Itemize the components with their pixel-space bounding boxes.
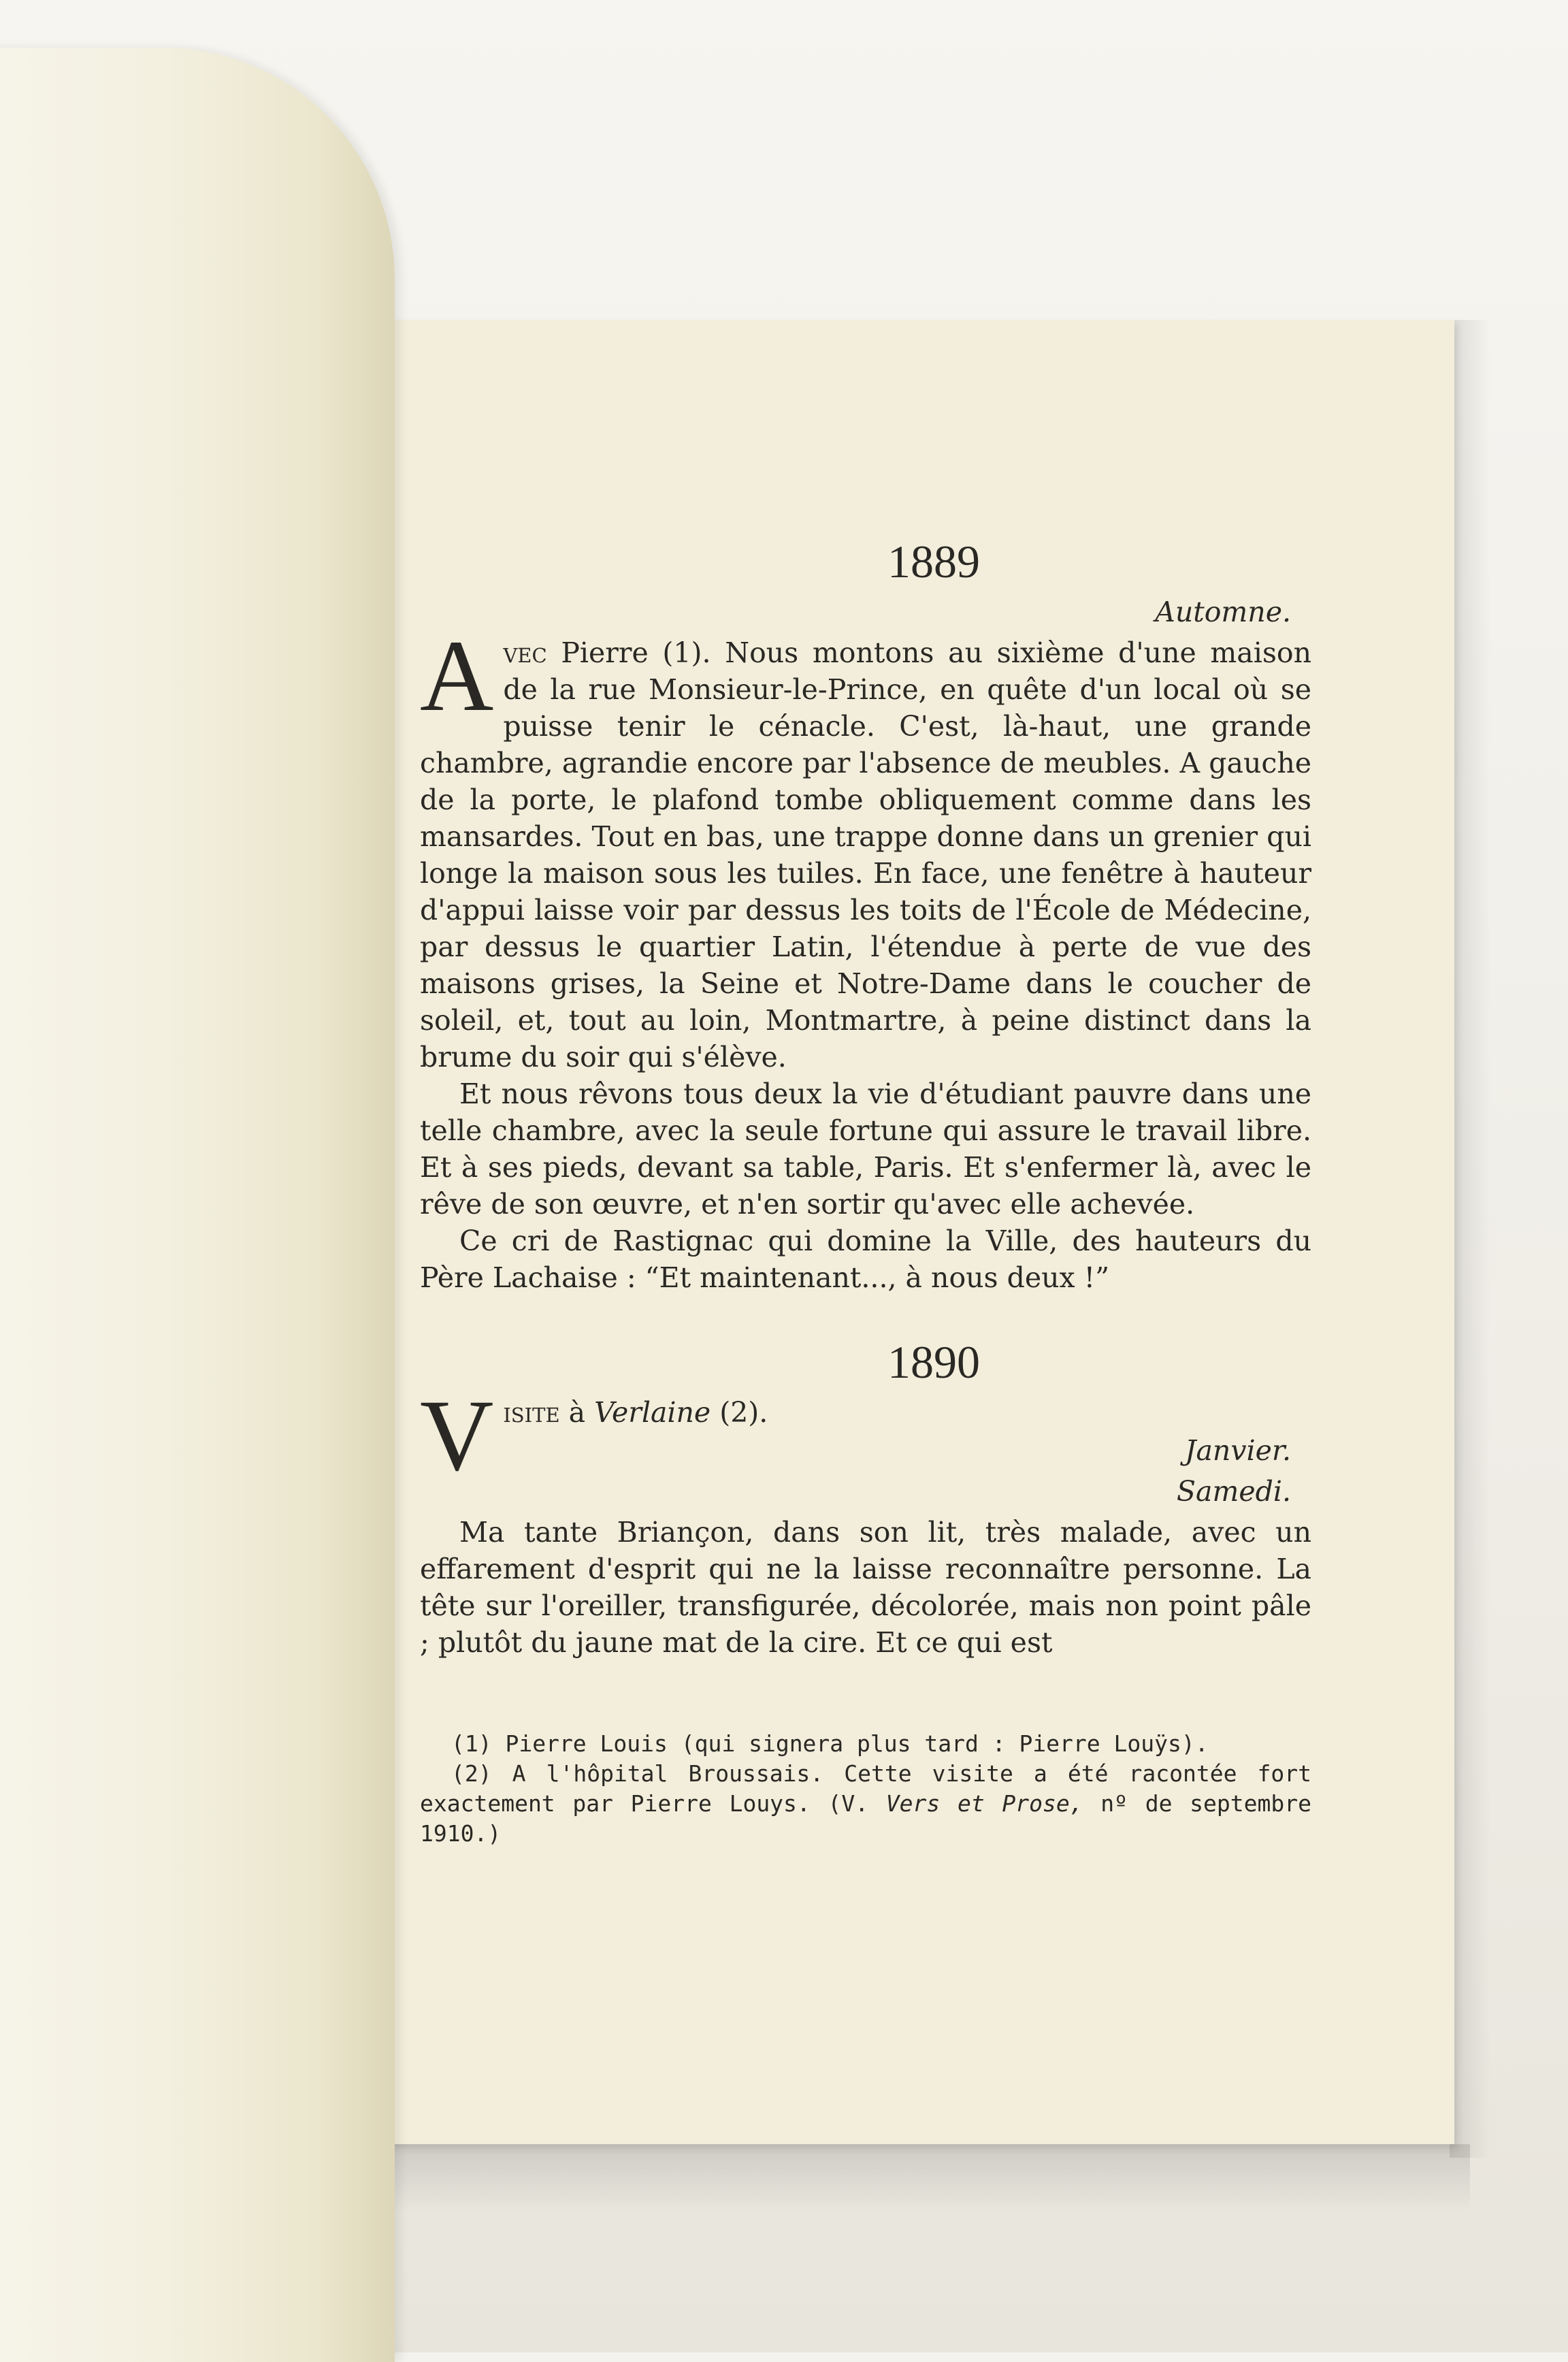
year-heading-1889: 1889 xyxy=(887,536,980,587)
verlaine-name: Verlaine xyxy=(594,1396,711,1429)
paragraph-3: Ce cri de Rastignac qui domine la Ville, des hauteurs du Père Lachaise : “Et maintenant..., à nous deux !” xyxy=(420,1225,1311,1294)
footnote-1: (1) Pierre Louis (qui signera plus tard : Pierre Louÿs). xyxy=(451,1730,1209,1757)
curled-left-page xyxy=(0,48,395,2362)
paragraph-2: Et nous rêvons tous deux la vie d'étudiant pauvre dans une telle chambre, avec la seule fortune qui assure le travail libre. Et à ses pieds, devant sa table, Paris. Et s'enfermer là, avec le rêve de son œuvre, et n'en sortir qu'avec elle achevée. xyxy=(420,1078,1311,1220)
visite-opening xyxy=(420,1379,768,1492)
visite-connector: à xyxy=(559,1396,595,1429)
section-1890 xyxy=(420,1338,1311,1661)
footnote-2-text-a: (2) A l'hôpital Broussais. Cette visite a été racontée fort exactement par Pierre Louys. (V. xyxy=(420,1760,1311,1817)
page-text xyxy=(420,538,1311,1661)
drop-cap-a: A xyxy=(420,619,494,732)
paragraph-1 xyxy=(420,619,1311,1075)
footnote-2 xyxy=(420,1759,1311,1849)
footnote-2-text-b: nº de septembre 1910.) xyxy=(420,1790,1311,1847)
dateline-janvier: Janvier. xyxy=(1185,1434,1291,1467)
year-heading-1890: 1890 xyxy=(887,1336,980,1388)
footnotes xyxy=(420,1729,1311,1849)
opening-small-caps: vec xyxy=(503,636,547,669)
note-ref-2: (2). xyxy=(710,1396,768,1429)
page-edge-shadow xyxy=(1450,320,1490,2158)
dateline-samedi: Samedi. xyxy=(1176,1475,1291,1508)
dateline-automne: Automne. xyxy=(1155,596,1291,628)
book-page xyxy=(337,320,1454,2144)
footnote-2-title: Vers et Prose, xyxy=(885,1790,1083,1817)
visite-small-caps: isite xyxy=(503,1396,560,1429)
drop-cap-v: V xyxy=(420,1379,494,1492)
page-bottom-shadow xyxy=(381,2144,1470,2212)
paragraph-4: Ma tante Briançon, dans son lit, très malade, avec un effarement d'esprit qui ne la laisse reconnaître personne. La tête sur l'oreiller, transfigurée, décolorée, mais non point pâle ; plutôt du jaune mat de la cire. Et ce qui est xyxy=(420,1516,1311,1659)
paragraph-1-text: Pierre (1). Nous montons au sixième d'une maison de la rue Monsieur-le-Prince, en quête d'un local où se puisse tenir le cénacle. C'est, là-haut, une grande chambre, agrandie encore par l'absence de meubles. A gauche de la porte, le plafond tombe obliquement comme dans les mansardes. Tout en bas, une trappe donne dans un grenier qui longe la maison sous les tuiles. En face, une fenêtre à hauteur d'appui laisse voir par dessus les toits de l'École de Médecine, par dessus le quartier Latin, l'étendue à perte de vue des maisons grises, la Seine et Notre-Dame dans le coucher de soleil, et, tout au loin, Montmartre, à peine distinct dans la brume du soir qui s'élève. xyxy=(420,636,1311,1073)
